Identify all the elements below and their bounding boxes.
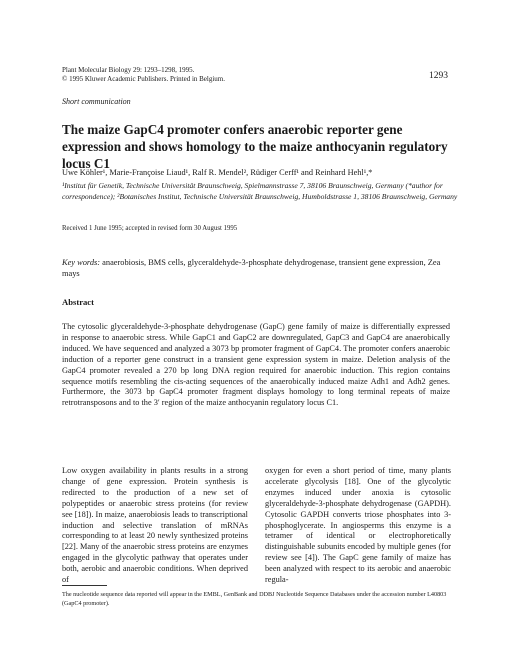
journal-line-2: © 1995 Kluwer Academic Publishers. Printed in Belgium. [62,75,225,83]
journal-citation [62,66,225,84]
journal-line-1: Plant Molecular Biology 29: 1293–1298, 1995. [62,66,195,74]
article-title: The maize GapC4 promoter confers anaerobic reporter gene expression and shows homology to the maize anthocyanin regulatory locus C1 [62,122,448,171]
affiliations: ¹Institut für Genetik, Technische Universität Braunschweig, Spielmannstrasse 7, 38106 Braunschweig, Germany (*author for correspondence); ²Botanisches Institut, Technische Universität Braunschweig, Humboldstrasse 1, 38106 Braunschweig, Germany [62,181,458,202]
keywords-label: Key words: [62,258,101,267]
received-dates: Received 1 June 1995; accepted in revised form 30 August 1995 [62,225,238,232]
keywords [62,257,452,279]
page-number: 1293 [429,71,448,81]
abstract-text: The cytosolic glyceraldehyde-3-phosphate dehydrogenase (GapC) gene family of maize is differentially expressed in response to anaerobic stress. While GapC1 and GapC2 are downregulated, GapC3 and GapC4 are anaerobically induced. We have sequenced and analyzed a 3073 bp promoter fragment of GapC4. The promoter confers anaerobic induction of a reporter gene construct in a transient gene expression system in maize. Deletion analysis of the GapC4 promoter revealed a 270 bp long DNA region required for anaerobic induction. This region contains sequence motifs resembling the cis-acting sequences of the anaerobically induced maize Adh1 and Adh2 genes. Furthermore, the 3073 bp GapC4 promoter fragment displays homology to long terminal repeats of maize retrotransposons and to the 3′ region of the maize anthocyanin regulatory locus C1. [62,322,450,408]
footnote: The nucleotide sequence data reported will appear in the EMBL, GenBank and DDBJ Nucleotide Sequence Databases under the accession number L40803 (GapC4 promoter). [62,591,447,607]
body-column-right: oxygen for even a short period of time, many plants accelerate glycolysis [18]. One of the glycolytic enzymes induced under anoxia is cytosolic glyceraldehyde-3-phosphate dehydrogenase (GAPDH). Cytosolic GAPDH converts triose phosphates into 3-phosphoglycerate. In angiosperms this enzyme is a tetramer of identical or electrophoretically distinguishable subunits encoded by multiple genes (for review see [4]). The GapC gene family of maize has been analyzed with respect to its aerobic and anaerobic regula- [265,466,451,585]
abstract-heading: Abstract [62,297,94,307]
article-type: Short communication [62,97,131,106]
keywords-text: anaerobiosis, BMS cells, glyceraldehyde-3-phosphate dehydrogenase, transient gene expression, Zea mays [62,258,441,278]
body-column-left: Low oxygen availability in plants results in a strong change of gene expression. Protein synthesis is redirected to the production of a new set of polypeptides or anaerobic stress proteins (for review see [18]). In maize, anaerobiosis leads to transcriptional induction and selective translation of mRNAs corresponding to at least 20 newly synthesized proteins [22]. Many of the anaerobic stress proteins are enzymes engaged in the glycolytic pathway that operates under both, aerobic and anaerobic conditions. When deprived of [62,466,248,585]
author-list: Uwe Köhler¹, Marie-Françoise Liaud¹, Ralf R. Mendel², Rüdiger Cerff¹ and Reinhard Hehl¹,* [62,168,373,177]
footnote-rule [62,585,107,586]
